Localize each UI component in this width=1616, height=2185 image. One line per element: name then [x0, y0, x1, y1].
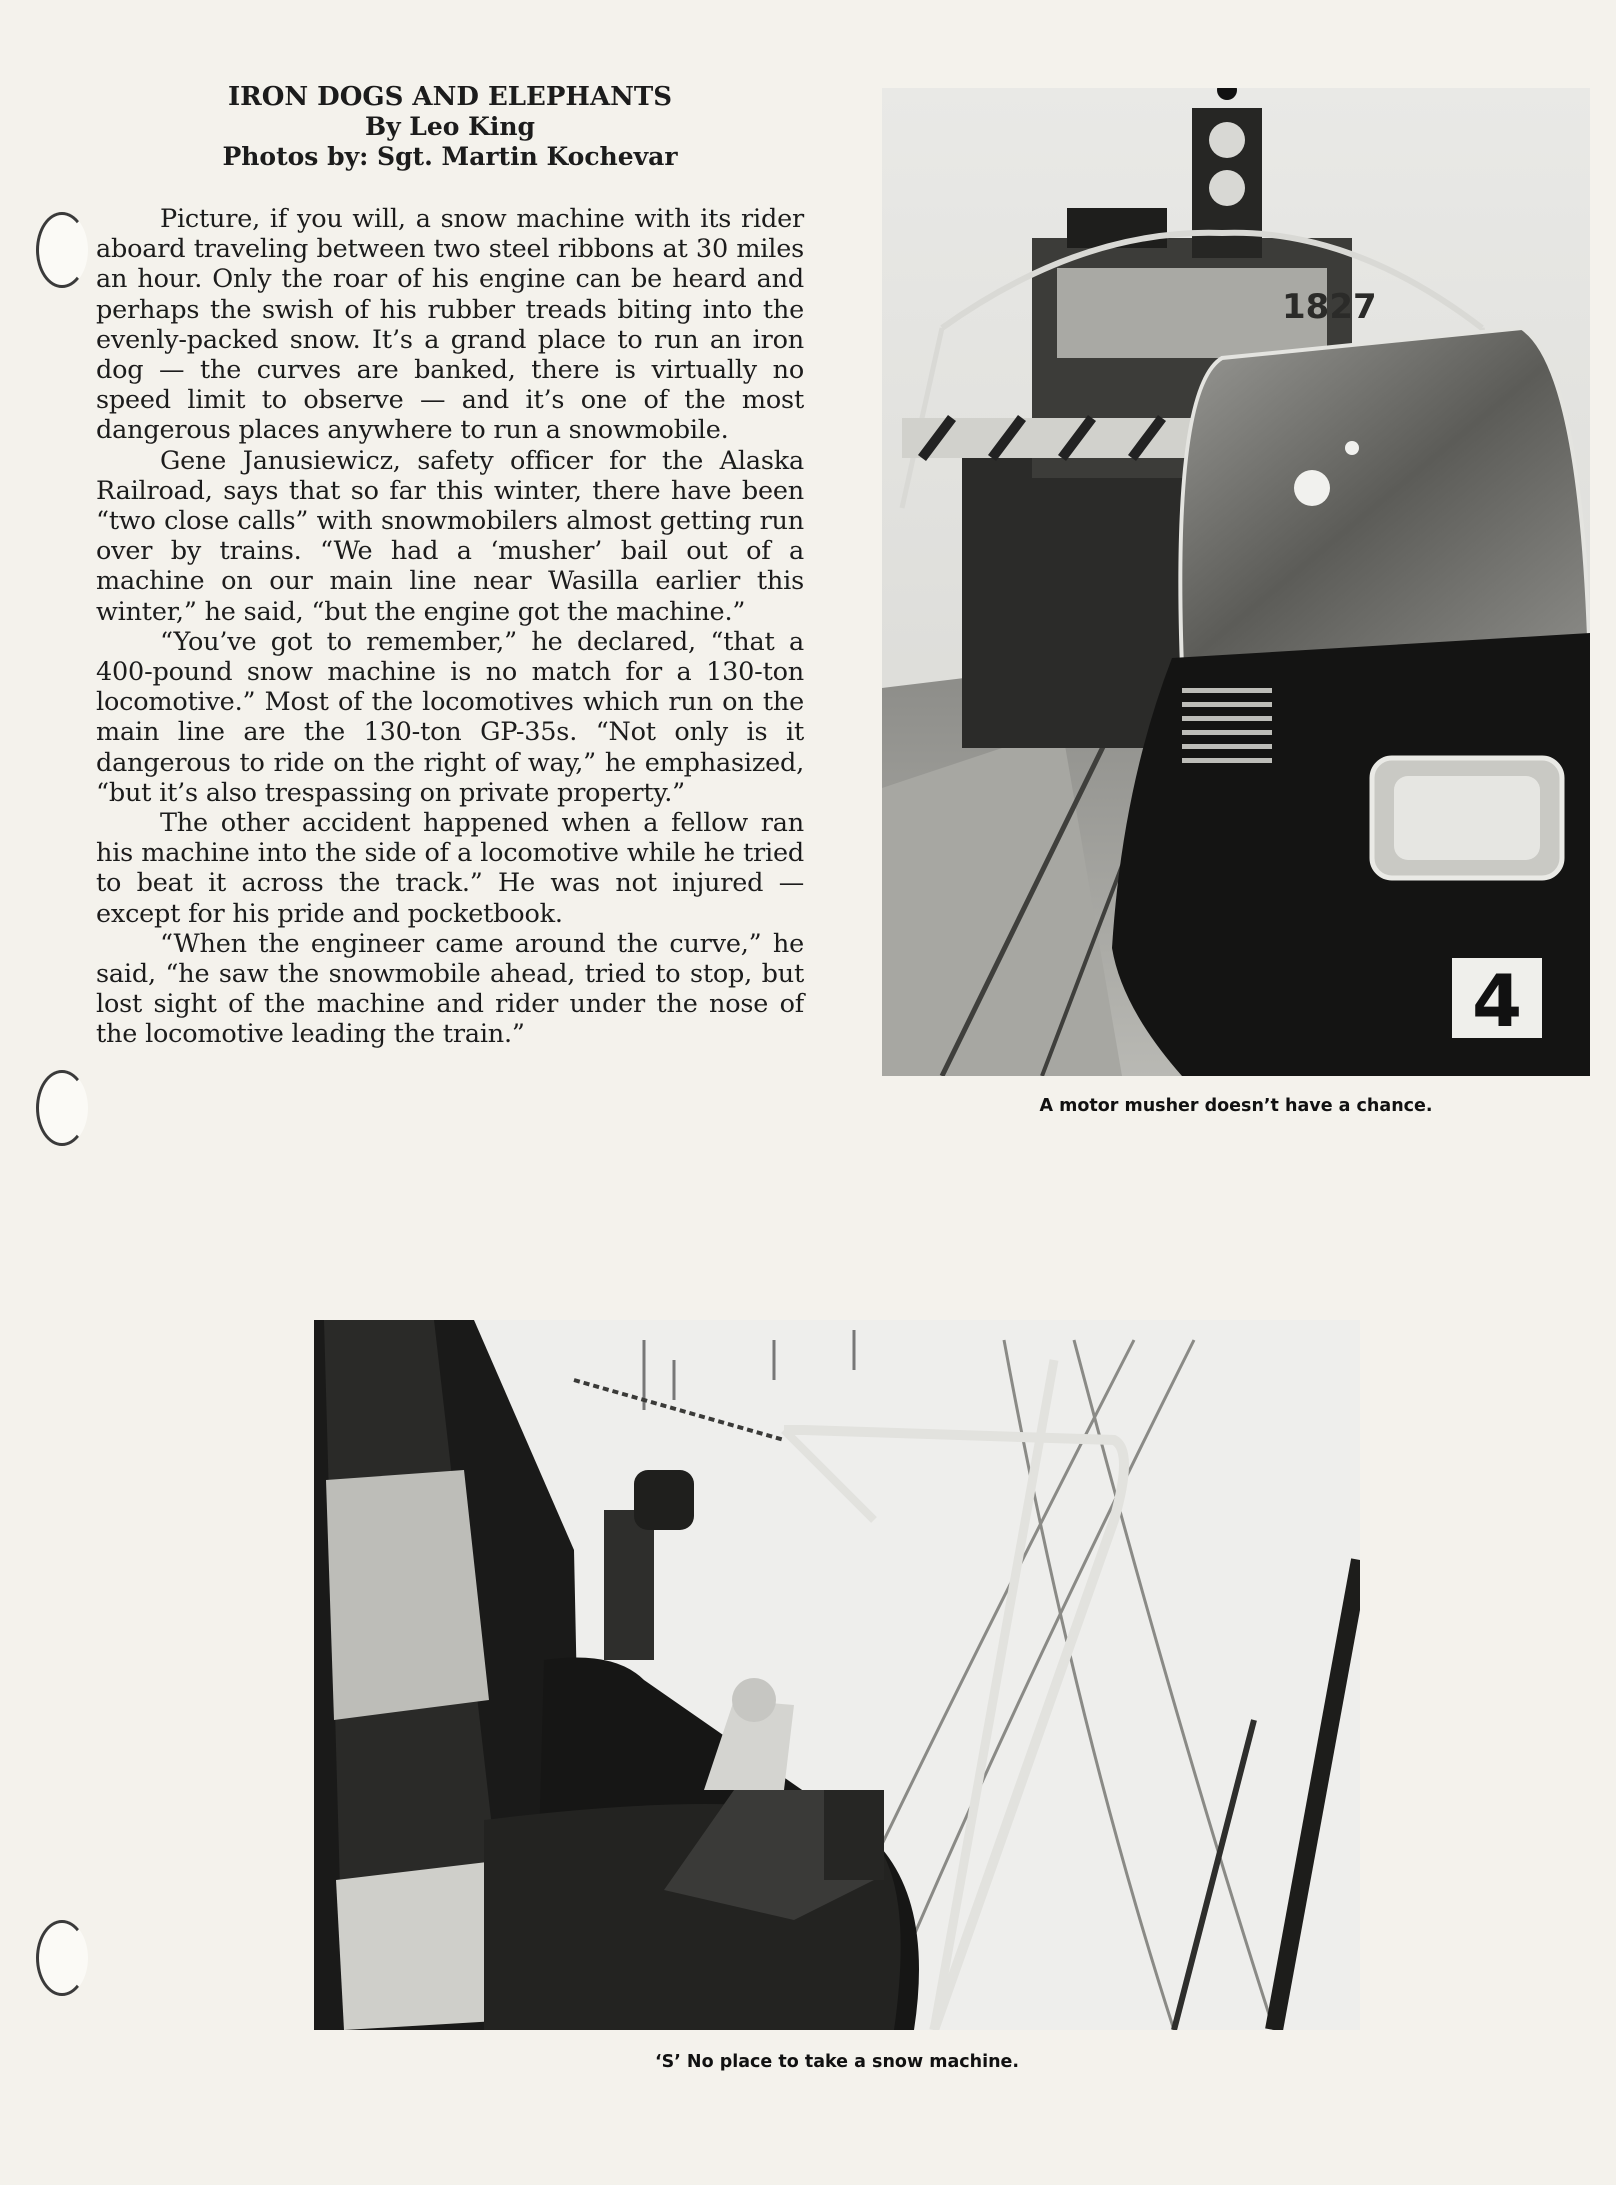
article-byline: By Leo King [364, 112, 536, 141]
punch-hole-top [36, 212, 88, 288]
paragraph: Gene Janusiewicz, safety officer for the Alaska Railroad, says that so far this winter, there have been “two close calls” with snowmobilers almost getting run over by trains. “We had a ‘musher’ bail out of a machine on our main line near Wasilla earlier this winter,” he said, “but the engine got the machine.” [96, 445, 804, 627]
article-body [96, 204, 804, 1050]
caption-bottom-photo: ‘S’ No place to take a snow machine. [654, 2052, 1020, 2072]
punch-hole-bottom [36, 1920, 88, 1996]
article-header [96, 82, 804, 172]
punch-hole-middle [36, 1070, 88, 1146]
photo-cab-view [314, 1320, 1360, 2030]
article [96, 82, 804, 1050]
photo-locomotive-snowmobile [882, 88, 1590, 1076]
snowmobile-number: 4 [1471, 959, 1523, 1043]
caption-top-photo: A motor musher doesn’t have a chance. [1039, 1096, 1433, 1116]
article-title: IRON DOGS AND ELEPHANTS [227, 82, 673, 112]
paragraph: The other accident happened when a fellow ran his machine into the side of a locomotive while he tried to beat it across the track.” He was not injured — except for his pride and pocketbook. [96, 808, 804, 929]
locomotive-number: 1827 [1282, 287, 1377, 327]
paragraph: Picture, if you will, a snow machine with its rider aboard traveling between two steel ribbons at 30 miles an hour. Only the roar of his engine can be heard and perhaps the swish of his rubber treads biting into the evenly-packed snow. It’s a grand place to run an iron dog — the curves are banked, there is virtually no speed limit to observe — and it’s one of the most dangerous places anywhere to run a snowmobile. [96, 204, 804, 446]
photo-credit: Photos by: Sgt. Martin Kochevar [222, 142, 678, 171]
paragraph: “When the engineer came around the curve,” he said, “he saw the snowmobile ahead, tried to stop, but lost sight of the machine and rider under the nose of the locomotive leading the train.” [96, 928, 804, 1050]
paragraph: “You’ve got to remember,” he declared, “that a 400-pound snow machine is no match for a 130-ton locomotive.” Most of the locomotives which run on the main line are the 130-ton GP-35s. “Not only is it dangerous to ride on the right of way,” he emphasized, “but it’s also trespassing on private property.” [96, 626, 804, 808]
